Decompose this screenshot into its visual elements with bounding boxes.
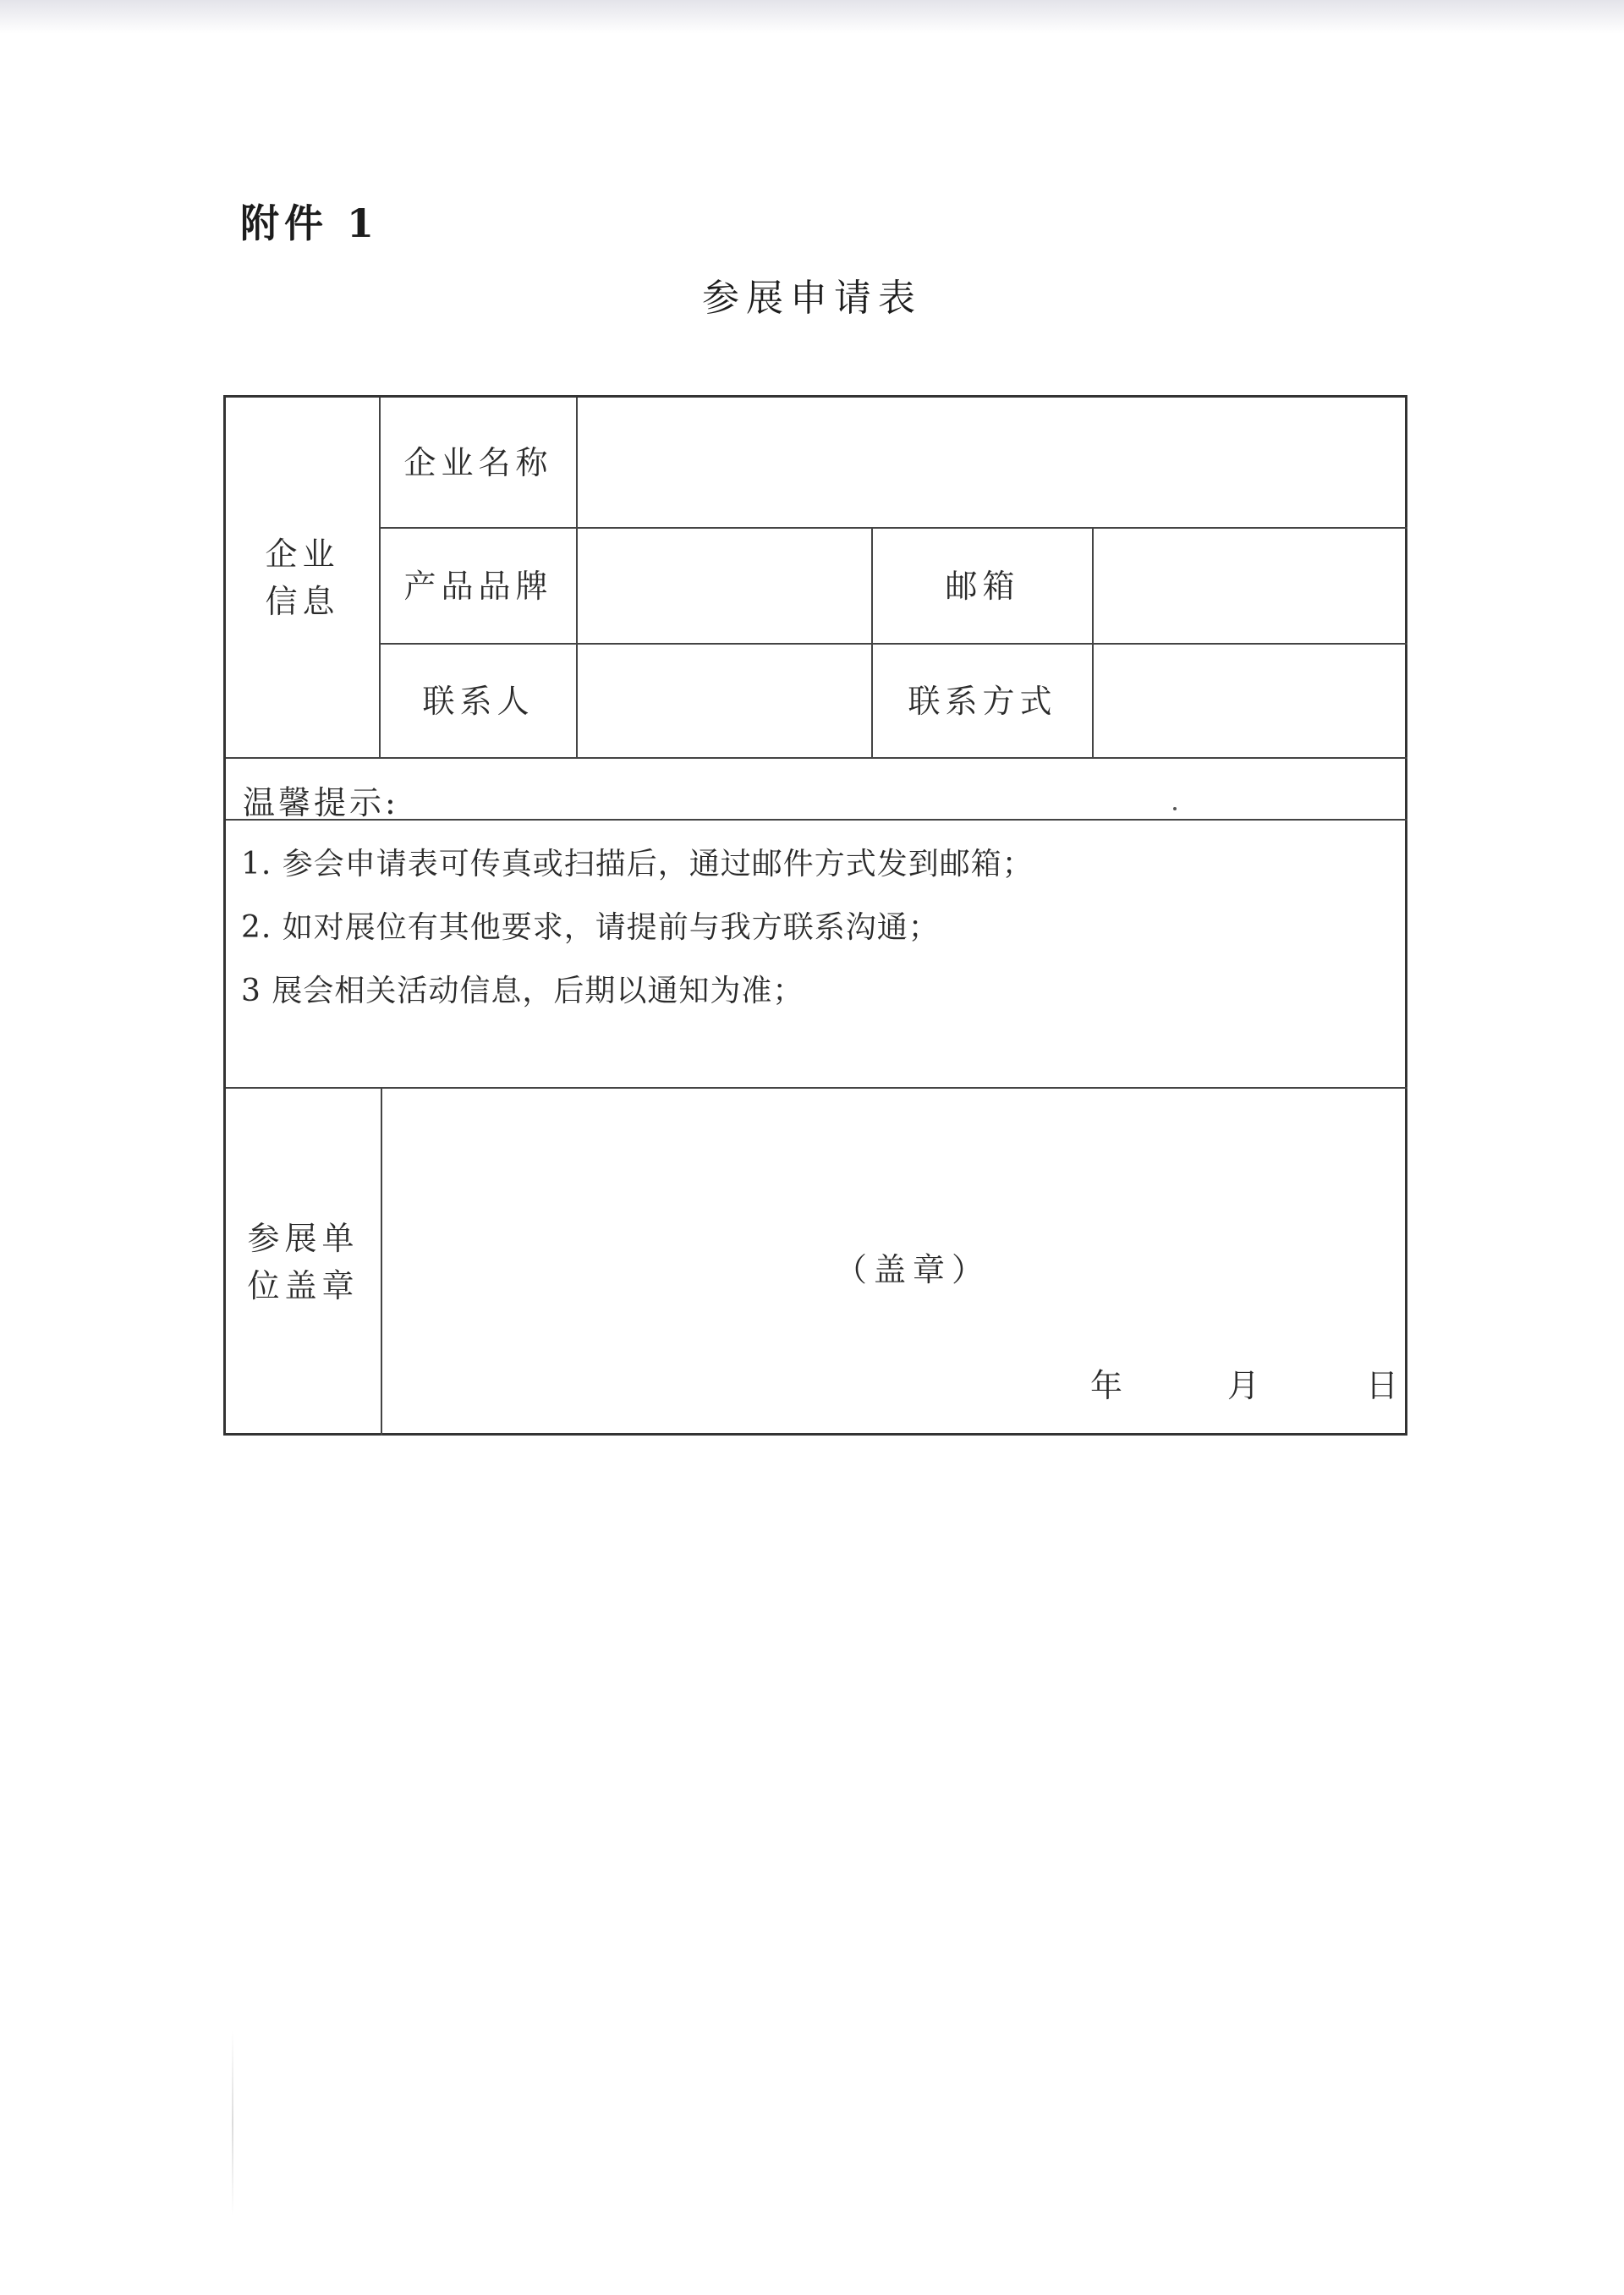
date-day: 日 bbox=[1366, 1367, 1399, 1404]
date-year: 年 bbox=[1090, 1367, 1123, 1404]
section-label-company-info: 企业 信息 bbox=[265, 535, 340, 620]
company-name-field[interactable] bbox=[578, 398, 1407, 527]
scan-speck bbox=[1173, 807, 1177, 810]
product-brand-field[interactable] bbox=[578, 529, 871, 643]
row-divider bbox=[226, 757, 1407, 759]
tips-label: 温馨提示: bbox=[243, 783, 399, 821]
tip-item-3: 3 展会相关活动信息，后期以通知为准； bbox=[241, 974, 804, 1008]
company-name-label: 企业名称 bbox=[403, 443, 553, 481]
row-divider bbox=[226, 819, 1407, 821]
attachment-label: 附件 1 bbox=[240, 200, 380, 246]
document-title: 参展申请表 bbox=[702, 277, 922, 320]
contact-method-field[interactable] bbox=[1094, 645, 1407, 757]
contact-person-field[interactable] bbox=[578, 645, 871, 757]
scan-edge-shadow bbox=[0, 0, 1624, 34]
application-form-table bbox=[223, 395, 1407, 1436]
section-label-stamp: 参展单 位盖章 bbox=[247, 1220, 359, 1304]
stamp-placeholder: （盖章） bbox=[835, 1251, 991, 1288]
email-field[interactable] bbox=[1094, 529, 1407, 643]
date-month: 月 bbox=[1227, 1367, 1260, 1404]
contact-person-label: 联系人 bbox=[422, 682, 535, 720]
tip-item-2: 2. 如对展位有其他要求，请提前与我方联系沟通； bbox=[241, 910, 940, 945]
tip-item-1: 1. 参会申请表可传真或扫描后，通过邮件方式发到邮箱； bbox=[241, 847, 1034, 881]
contact-method-label: 联系方式 bbox=[908, 682, 1057, 720]
product-brand-label: 产品品牌 bbox=[403, 567, 553, 605]
email-label: 邮箱 bbox=[945, 567, 1020, 605]
scan-margin-mark bbox=[232, 2030, 233, 2216]
